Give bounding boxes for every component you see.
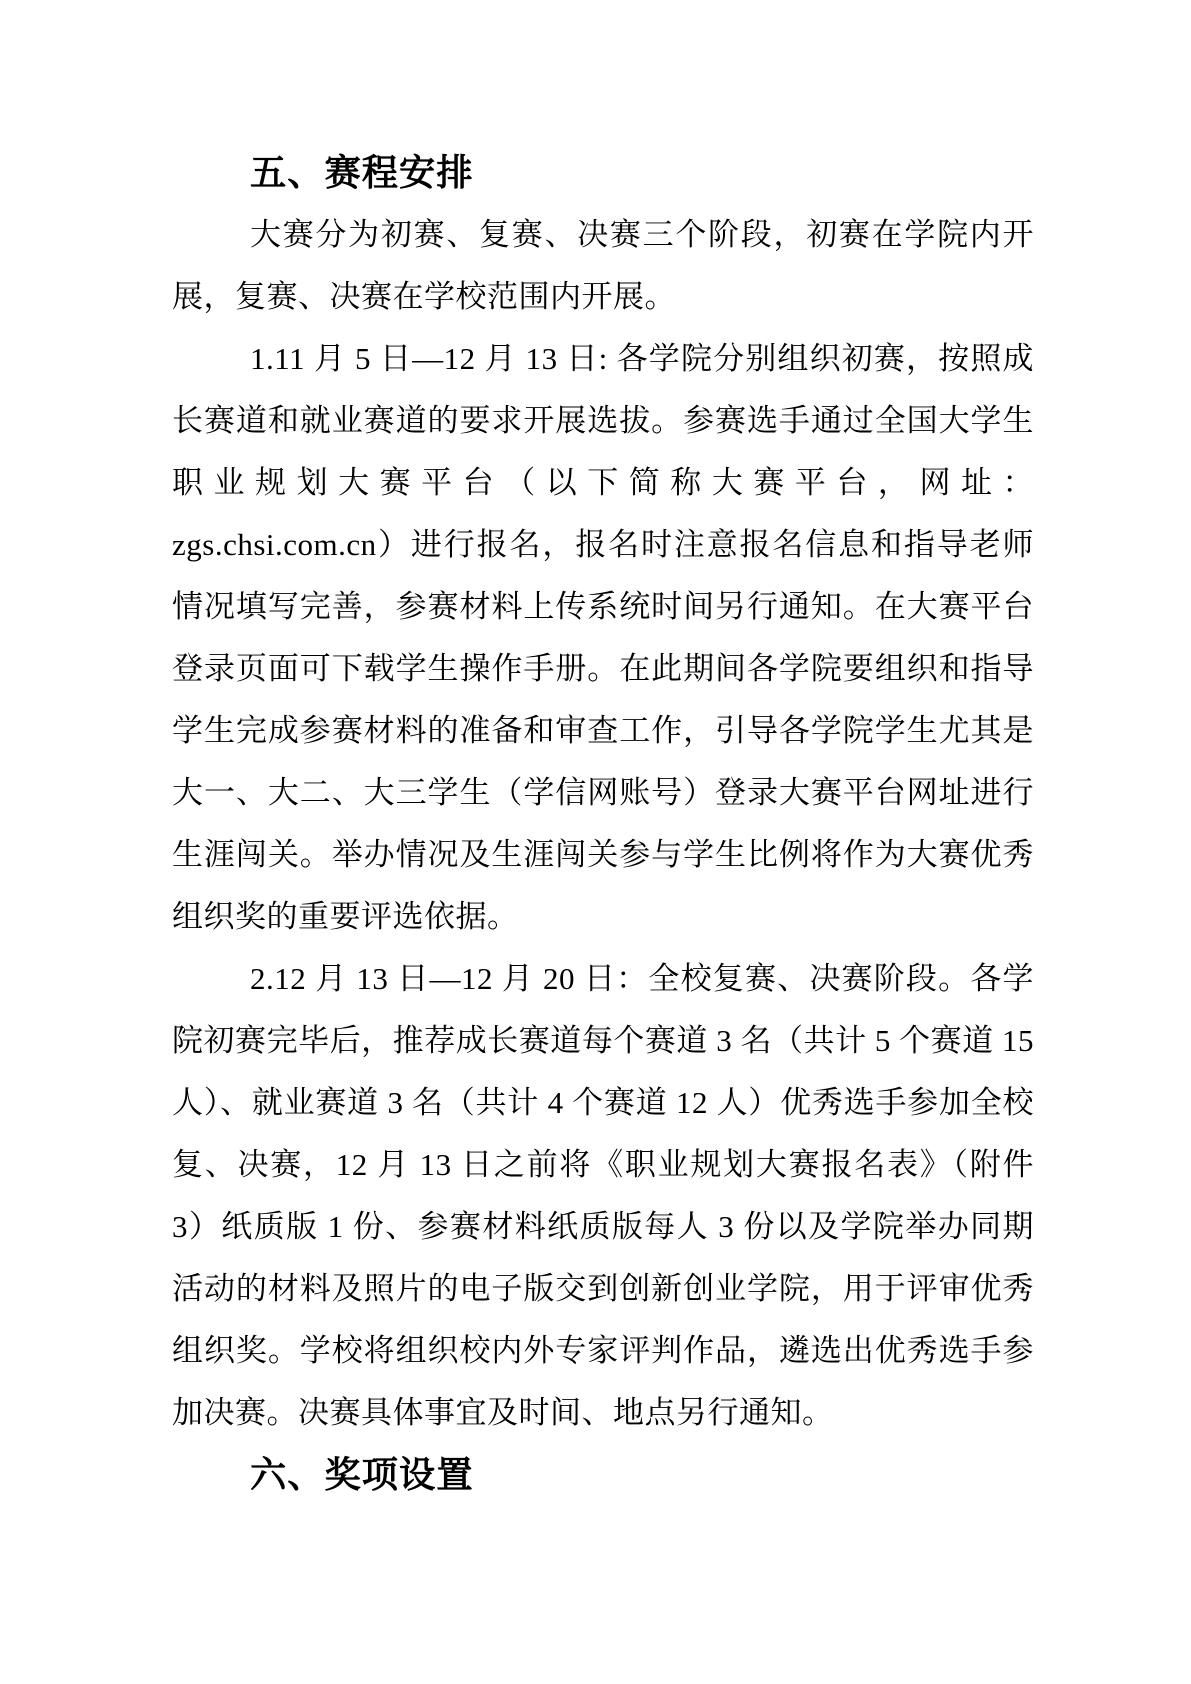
section-heading-6-awards: 六、奖项设置 [250,1454,474,1495]
paragraph-semifinal-final-round: 2.12 月 13 日—12 月 20 日：全校复赛、决赛阶段。各学院初赛完毕后，推荐成长赛道每个赛道 3 名（共计 5 个赛道 15 人）、就业赛道 3 名（共计 4 个赛道 12 人）优秀选手参加全校复、决赛，12 月 13 日之前将《职业规划大赛报名表》（附件 3）纸质版 1 份、参赛材料纸质版每人 3 份以及学院举办同期活动的材料及照片的电子版交到创新创业学院，用于评审优秀组织奖。学校将组织校内外专家评判作品，遴选出优秀选手参加决赛。决赛具体事宜及时间、地点另行通知。 [172,961,1034,1430]
paragraph-stage-overview: 大赛分为初赛、复赛、决赛三个阶段，初赛在学院内开展，复赛、决赛在学校范围内开展。 [172,217,1034,314]
section-heading-5-schedule: 五、赛程安排 [250,152,474,193]
paragraph-preliminary-round: 1.11 月 5 日—12 月 13 日: 各学院分别组织初赛，按照成长赛道和就业赛道的要求开展选拔。参赛选手通过全国大学生职业规划大赛平台（以下简称大赛平台，网址：zgs.chsi.com.cn）进行报名，报名时注意报名信息和指导老师情况填写完善，参赛材料上传系统时间另行通知。在大赛平台登录页面可下载学生操作手册。在此期间各学院要组织和指导学生完成参赛材料的准备和审查工作，引导各学院学生尤其是大一、大二、大三学生（学信网账号）登录大赛平台网址进行生涯闯关。举办情况及生涯闯关参与学生比例将作为大赛优秀组织奖的重要评选依据。 [172,341,1034,934]
document-body [172,142,1034,1506]
